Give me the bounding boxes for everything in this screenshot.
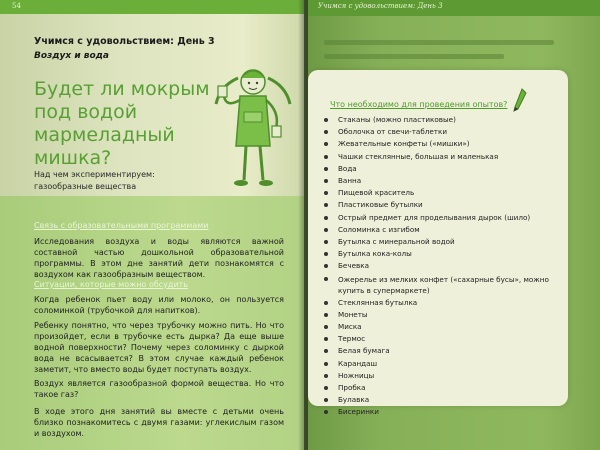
bullet-icon xyxy=(324,325,328,329)
lesson-title-line: мармеладный мишка? xyxy=(34,124,175,169)
bullet-icon xyxy=(324,277,328,281)
materials-list-item xyxy=(322,248,562,260)
bullet-icon xyxy=(324,118,328,122)
experiment-label: Над чем экспериментируем: xyxy=(34,170,155,179)
bleed-through-line xyxy=(324,54,504,59)
materials-list-item-label: Пробка xyxy=(338,383,366,393)
materials-list-item-label: Вода xyxy=(338,163,357,173)
materials-list-item xyxy=(322,151,562,163)
materials-list-item xyxy=(322,199,562,211)
bullet-icon xyxy=(324,179,328,183)
materials-list-item-label: Ножницы xyxy=(338,370,375,380)
bleed-through-line xyxy=(324,40,554,45)
day-subtitle: Воздух и вода xyxy=(34,51,110,61)
bullet-icon xyxy=(324,228,328,232)
materials-list-item xyxy=(322,163,562,175)
bullet-icon xyxy=(324,240,328,244)
bullet-icon xyxy=(324,410,328,414)
materials-list-item xyxy=(322,236,562,248)
paragraph: Воздух является газообразной формой вещества. Но что такое газ? xyxy=(34,379,284,399)
lesson-title xyxy=(34,78,234,170)
materials-list-item-label: Жевательные конфеты («мишки») xyxy=(338,139,470,149)
lesson-title-line: под водой xyxy=(34,101,138,123)
materials-list-item-label: Булавка xyxy=(338,395,370,405)
materials-list-item xyxy=(322,297,562,309)
materials-title: Что необходимо для проведения опытов? xyxy=(330,100,508,109)
materials-list-item xyxy=(322,309,562,321)
materials-list-item-label: Пластиковые бутылки xyxy=(338,200,423,210)
materials-list-item-label: Стеклянная бутылка xyxy=(338,297,418,307)
materials-list-item-label: Бутылка кока-колы xyxy=(338,249,412,259)
bullet-icon xyxy=(324,349,328,353)
day-title: Учимся с удовольствием: День 3 xyxy=(34,36,215,47)
materials-list-item xyxy=(322,273,562,297)
bullet-icon xyxy=(324,203,328,207)
materials-list-item-label: Оболочка от свечи-таблетки xyxy=(338,127,447,137)
materials-list-item xyxy=(322,175,562,187)
paragraph: В ходе этого дня занятий вы вместе с детьми очень близко познакомитесь с двумя газами: углекислым газом и воздухом. xyxy=(34,407,284,438)
section-heading-programs: Связь с образовательными программами xyxy=(34,221,209,230)
materials-list-item xyxy=(322,260,562,272)
girl-illustration xyxy=(210,56,300,196)
materials-list-item-label: Ожерелье из мелких конфет («сахарные бусы», можно купить в супермаркете) xyxy=(338,274,549,295)
bullet-icon xyxy=(324,362,328,366)
materials-list-item-label: Термос xyxy=(338,334,366,344)
bullet-icon xyxy=(324,398,328,402)
materials-list-item xyxy=(322,187,562,199)
pencil-icon xyxy=(513,88,527,112)
paragraph-programs: Исследования воздуха и воды являются важной составной частью дошкольной образовательной программы. В этом дне занятий дети познакомятся с воздухом как газообразным веществом. xyxy=(34,237,284,279)
bullet-icon xyxy=(324,252,328,256)
bullet-icon xyxy=(324,130,328,134)
bullet-icon xyxy=(324,167,328,171)
bullet-icon xyxy=(324,374,328,378)
section-heading-situations: Ситуации, которые можно обсудить xyxy=(34,280,189,289)
materials-list-item-label: Миска xyxy=(338,322,362,332)
bullet-icon xyxy=(324,191,328,195)
bullet-icon xyxy=(324,337,328,341)
materials-list-item-label: Стаканы (можно пластиковые) xyxy=(338,115,456,124)
materials-list-item xyxy=(322,406,562,418)
materials-list-item xyxy=(322,345,562,357)
materials-list-item xyxy=(322,358,562,370)
materials-list-item xyxy=(322,382,562,394)
materials-list xyxy=(322,114,562,419)
left-page-header-bar xyxy=(0,0,304,14)
materials-list-item xyxy=(322,370,562,382)
right-page-header-bar xyxy=(308,0,600,16)
materials-list-item xyxy=(322,333,562,345)
materials-list-item xyxy=(322,321,562,333)
bullet-icon xyxy=(324,313,328,317)
experiment-value: газообразные вещества xyxy=(34,182,137,191)
materials-list-item xyxy=(322,138,562,150)
materials-list-item-label: Бутылка с минеральной водой xyxy=(338,237,455,247)
materials-list-item-label: Соломинка с изгибом xyxy=(338,224,420,234)
materials-list-item-label: Острый предмет для проделывания дырок (шило) xyxy=(338,212,531,222)
bullet-icon xyxy=(324,264,328,268)
materials-list-item xyxy=(322,114,562,126)
materials-list-item-label: Бечевка xyxy=(338,261,370,271)
paragraph: Когда ребенок пьет воду или молоко, он пользуется соломинкой (трубочкой для напитков). xyxy=(34,295,284,315)
running-head: Учимся с удовольствием: День 3 xyxy=(318,2,443,10)
paragraph: Ребенку понятно, что через трубочку можно пить. Но что произойдет, если в трубочке есть дырка? Да еще выше водной поверхности? Почему через соломинку с дыркой вода не всасывается? В этом случае каждый ребенок заметит, что вместо воды будет поступать воздух. xyxy=(34,321,284,374)
materials-list-item-label: Белая бумага xyxy=(338,346,390,356)
page-number: 54 xyxy=(12,2,21,10)
bullet-icon xyxy=(324,301,328,305)
bullet-icon xyxy=(324,386,328,390)
materials-card xyxy=(308,70,568,417)
lesson-title-line: Будет ли мокрым xyxy=(34,78,210,100)
materials-list-item xyxy=(322,212,562,224)
right-page xyxy=(308,0,600,450)
materials-list-item-label: Пищевой краситель xyxy=(338,188,415,198)
materials-list-item xyxy=(322,394,562,406)
materials-list-item-label: Чашки стеклянные, большая и маленькая xyxy=(338,151,499,161)
materials-list-item-label: Бисеринки xyxy=(338,407,379,417)
materials-list-item xyxy=(322,126,562,138)
materials-list-item-label: Монеты xyxy=(338,309,368,319)
materials-list-item-label: Карандаш xyxy=(338,358,378,368)
bullet-icon xyxy=(324,155,328,159)
materials-list-item-label: Ванна xyxy=(338,176,362,186)
bullet-icon xyxy=(324,216,328,220)
materials-list-item xyxy=(322,224,562,236)
bullet-icon xyxy=(324,142,328,146)
